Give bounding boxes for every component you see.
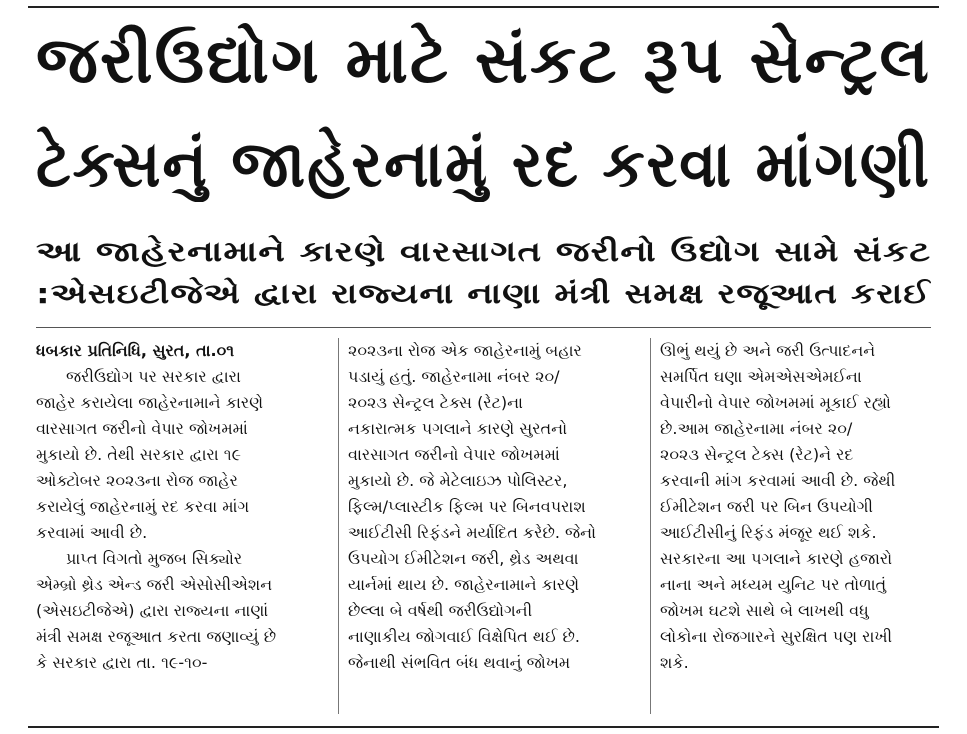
- text-line: સરકારના આ પગલાને કારણે હજારો: [660, 549, 893, 568]
- bottom-rule: [28, 726, 939, 728]
- text-line: આઈટીસીનું રિફંડ મંજૂર થઈ શકે.: [660, 523, 877, 542]
- text-line: વારસાગત જરીનો વેપાર જોખમમાં: [36, 419, 248, 438]
- text-line: ૨૦૨૩ સેન્ટ્રલ ટેક્સ (રેટ)ને રદ: [660, 445, 854, 464]
- byline: ધબકાર પ્રતિનિધિ, સુરત, તા.૦૧: [36, 341, 235, 360]
- text-line: સમર્પિત ઘણા એમએસએમઈના: [660, 367, 862, 386]
- text-line: ઓક્ટોબર ૨૦૨૩ના રોજ જાહેર: [36, 471, 238, 490]
- column-divider: [650, 338, 651, 714]
- text-line: આઈટીસી રિફંડને મર્યાદિત કરેછે. જેનો: [348, 523, 597, 542]
- text-line: મુકાયો છે. તેથી સરકાર દ્વારા ૧૯: [36, 445, 242, 464]
- article-column-1: [36, 338, 324, 720]
- text-line: ૨૦૨૩ના રોજ એક જાહેરનામું બહાર: [348, 341, 582, 360]
- text-line: પ્રાપ્ત વિગતો મુજબ સિક્યોર: [66, 549, 243, 568]
- text-line: જરીઉદ્યોગ પર સરકાર દ્વારા: [66, 367, 241, 386]
- text-line: વેપારીનો વેપાર જોખમમાં મૂકાઈ રહ્યો: [660, 393, 891, 412]
- headline-separator: [36, 327, 931, 328]
- text-line: કે સરકાર દ્વારા તા. ૧૯-૧૦-: [36, 653, 208, 672]
- text-line: છે.આમ જાહેરનામા નંબર ૨૦/: [660, 419, 853, 438]
- text-line: એમ્બ્રો થ્રેડ એન્ડ જરી એસોસીએશન: [36, 575, 273, 594]
- text-line: જેનાથી સંભવિત બંધ થવાનું જોખમ: [348, 653, 571, 672]
- text-line: જોખમ ઘટશે સાથે બે લાખથી વધુ: [660, 601, 869, 620]
- text-line: ઉપયોગ ઈમીટેશન જરી, થ્રેડ અથવા: [348, 549, 579, 568]
- text-line: (એસઇટીજેએ) દ્વારા રાજ્યના નાણાં: [36, 601, 269, 620]
- headline-line-1: જરીઉદ્યોગ માટે સંકટ રૂપ સેન્ટ્રલ: [36, 24, 932, 98]
- text-line: નકારાત્મક પગલાને કારણે સુરતનો: [348, 419, 568, 438]
- article-body: [36, 338, 946, 720]
- subheadline-line-1: આ જાહેરનામાને કારણે વારસાગત જરીનો ઉદ્યોગ સામે સંકટ: [36, 235, 932, 268]
- text-line: કરવાની માંગ કરવામાં આવી છે. જેથી: [660, 471, 896, 490]
- text-line: કરાયેલું જાહેરનામું રદ કરવા માંગ: [36, 497, 250, 516]
- text-line: નાના અને મધ્યમ યુનિટ પર તોળાતું: [660, 575, 887, 594]
- text-line: જાહેર કરાયેલા જાહેરનામાને કારણે: [36, 393, 264, 412]
- subheadline-line-2: :એસઇટીજેએ દ્વારા રાજ્યના નાણા મંત્રી સમક્ષ રજૂઆત કરાઈ: [36, 277, 931, 310]
- text-line: યાર્નમાં થાય છે. જાહેરનામાને કારણે: [348, 575, 580, 594]
- headline-line-2: ટેક્સનું જાહેરનામું રદ કરવા માંગણી: [36, 128, 931, 202]
- text-line: છેલ્લા બે વર્ષથી જરીઉદ્યોગની: [348, 601, 533, 620]
- column-divider: [338, 338, 339, 714]
- text-line: ઈમીટેશન જરી પર બિન ઉપયોગી: [660, 497, 874, 516]
- text-line: ૨૦૨૩ સેન્ટ્રલ ટેક્સ (રેટ)ના: [348, 393, 523, 412]
- text-line: મુકાયો છે. જે મેટેલાઇઝ પોલિસ્ટર,: [348, 471, 568, 490]
- text-line: કરવામાં આવી છે.: [36, 523, 148, 542]
- text-line: મંત્રી સમક્ષ રજૂઆત કરતા જણાવ્યું છે: [36, 627, 277, 646]
- article-column-2: [348, 338, 636, 720]
- top-rule: [28, 6, 939, 8]
- text-line: પડાયું હતું. જાહેરનામા નંબર ૨૦/: [348, 367, 560, 386]
- text-line: વારસાગત જરીનો વેપાર જોખમમાં: [348, 445, 560, 464]
- article-column-3: [660, 338, 948, 720]
- text-line: ઊભું થયું છે અને જરી ઉત્પાદનને: [660, 341, 876, 360]
- text-line: ફિલ્મ/પ્લાસ્ટીક ફિલ્મ પર બિનવપરાશ: [348, 497, 586, 516]
- text-line: નાણાકીય જોગવાઈ વિક્ષેપિત થઈ છે.: [348, 627, 580, 646]
- text-line: શકે.: [660, 653, 689, 672]
- text-line: લોકોના રોજગારને સુરક્ષિત પણ રાખી: [660, 627, 893, 646]
